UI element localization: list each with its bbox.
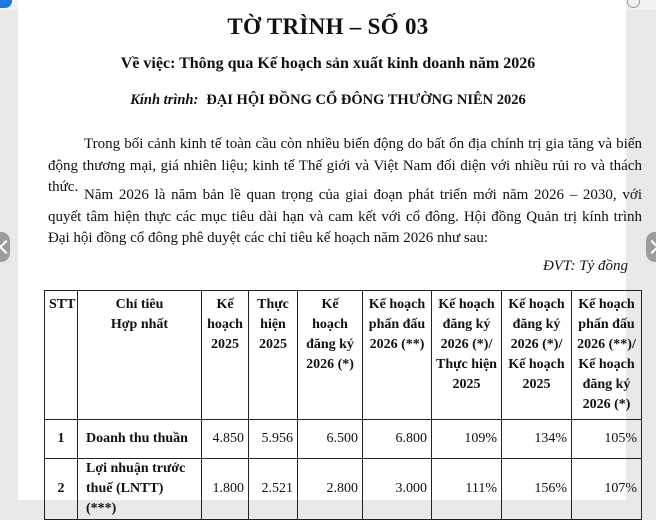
header-line: Kế hoạch <box>368 297 426 312</box>
header-line: hiện <box>260 317 286 332</box>
table-row <box>45 459 642 520</box>
table-header-cell <box>502 291 572 420</box>
header-line: đăng ký <box>306 337 354 352</box>
header-line: 2026 (*) <box>582 397 631 412</box>
header-line: 2025 <box>211 337 239 352</box>
header-line: Kế hoạch <box>578 297 635 312</box>
value-cell: 2.521 <box>249 459 298 520</box>
header-line: 2026 (**)/ <box>577 337 636 352</box>
row-index-cell: 2 <box>45 459 78 520</box>
header-line: đăng ký <box>512 317 561 332</box>
header-line: Thực <box>257 297 289 312</box>
table-header-cell <box>78 291 202 420</box>
header-line: 2025 <box>452 377 481 392</box>
chevron-left-icon <box>0 240 13 254</box>
header-line: Kế hoạch <box>438 297 495 312</box>
recipient-name: ĐẠI HỘI ĐỒNG CỔ ĐÔNG THƯỜNG NIÊN 2026 <box>206 92 526 108</box>
header-line: 2025 <box>259 337 287 352</box>
next-page-button[interactable] <box>646 232 656 262</box>
table-header-cell <box>572 291 642 420</box>
indicator-name-cell <box>78 420 202 459</box>
indicator-name-line: thuế (LNTT) (***) <box>86 481 164 516</box>
header-line: Chỉ tiêu <box>115 297 164 312</box>
header-line: đăng ký <box>582 377 631 392</box>
unit-note: ĐVT: Tỷ đồng <box>542 258 628 274</box>
table-header-row <box>45 291 642 420</box>
indicator-name-cell <box>78 459 202 520</box>
indicator-name-line: Doanh thu thuần <box>86 431 188 446</box>
value-cell: 3.000 <box>363 459 432 520</box>
header-line: Kế hoạch <box>508 357 565 372</box>
table-header-cell <box>249 291 298 420</box>
document-title: TỜ TRÌNH – SỐ 03 <box>227 14 429 39</box>
header-line: phấn đấu <box>368 317 426 332</box>
table-header-cell <box>298 291 363 420</box>
document-subject: Về việc: Thông qua Kế hoạch sản xuất kinh doanh năm 2026 <box>120 55 536 72</box>
app-logo-icon <box>0 0 12 8</box>
table-row <box>45 420 642 459</box>
header-line: đăng ký <box>442 317 491 332</box>
value-cell: 111% <box>432 459 502 520</box>
value-cell: 1.800 <box>202 459 249 520</box>
header-line: Kế hoạch <box>508 297 565 312</box>
table-header-cell <box>45 291 78 420</box>
table-header-cell <box>432 291 502 420</box>
row-index-cell: 1 <box>45 420 78 459</box>
value-cell: 134% <box>502 420 572 459</box>
value-cell: 2.800 <box>298 459 363 520</box>
header-line: hoạch <box>207 317 243 332</box>
close-icon[interactable] <box>627 0 640 8</box>
value-cell: 5.956 <box>249 420 298 459</box>
indicator-name-line: Lợi nhuận trước <box>86 461 186 476</box>
table-header-cell <box>202 291 249 420</box>
header-line: Kế hoạch <box>578 357 635 372</box>
table-body <box>45 420 642 520</box>
header-line: 2026 (**) <box>369 337 425 352</box>
plan-table <box>44 290 642 520</box>
value-cell: 109% <box>432 420 502 459</box>
recipient-label: Kính trình: <box>130 92 199 108</box>
header-line: 2026 (*)/ <box>440 337 493 352</box>
table-header-cell <box>363 291 432 420</box>
intro-paragraph: Trong bối cảnh kinh tế toàn cầu còn nhiều biến động do bất ổn địa chính trị gia tăng và biến động thương mại, giá nhiên liệu; kinh tế Thế giới và Việt Nam đối diện với nhiều rủi ro và thách thức. <box>48 136 642 195</box>
header-line: Kế <box>216 297 234 312</box>
value-cell: 4.850 <box>202 420 249 459</box>
value-cell: 107% <box>572 459 642 520</box>
chevron-right-icon <box>645 240 656 254</box>
previous-page-button[interactable] <box>0 232 10 262</box>
header-line: STT <box>49 297 76 312</box>
header-line: Thực hiện <box>436 357 497 372</box>
header-line: Hợp nhất <box>110 317 169 332</box>
header-line: Kế hoạch <box>312 297 348 332</box>
header-line: phấn đấu <box>578 317 635 332</box>
header-line: 2025 <box>522 377 551 392</box>
header-line: 2026 (*)/ <box>510 337 563 352</box>
value-cell: 6.800 <box>363 420 432 459</box>
document-recipient <box>0 92 656 109</box>
value-cell: 105% <box>572 420 642 459</box>
value-cell: 156% <box>502 459 572 520</box>
proposal-paragraph: Năm 2026 là năm bản lề quan trọng của giai đoạn phát triển mới năm 2026 – 2030, với quyết tâm hiện thực các mục tiêu dài hạn và cam kết với cổ đông. Hội đồng Quản trị kính trình Đại hội đồng cổ đông phê duyệt các chỉ tiêu kế hoạch năm 2026 như sau: <box>48 187 642 246</box>
value-cell: 6.500 <box>298 420 363 459</box>
header-line: 2026 (*) <box>306 357 354 372</box>
